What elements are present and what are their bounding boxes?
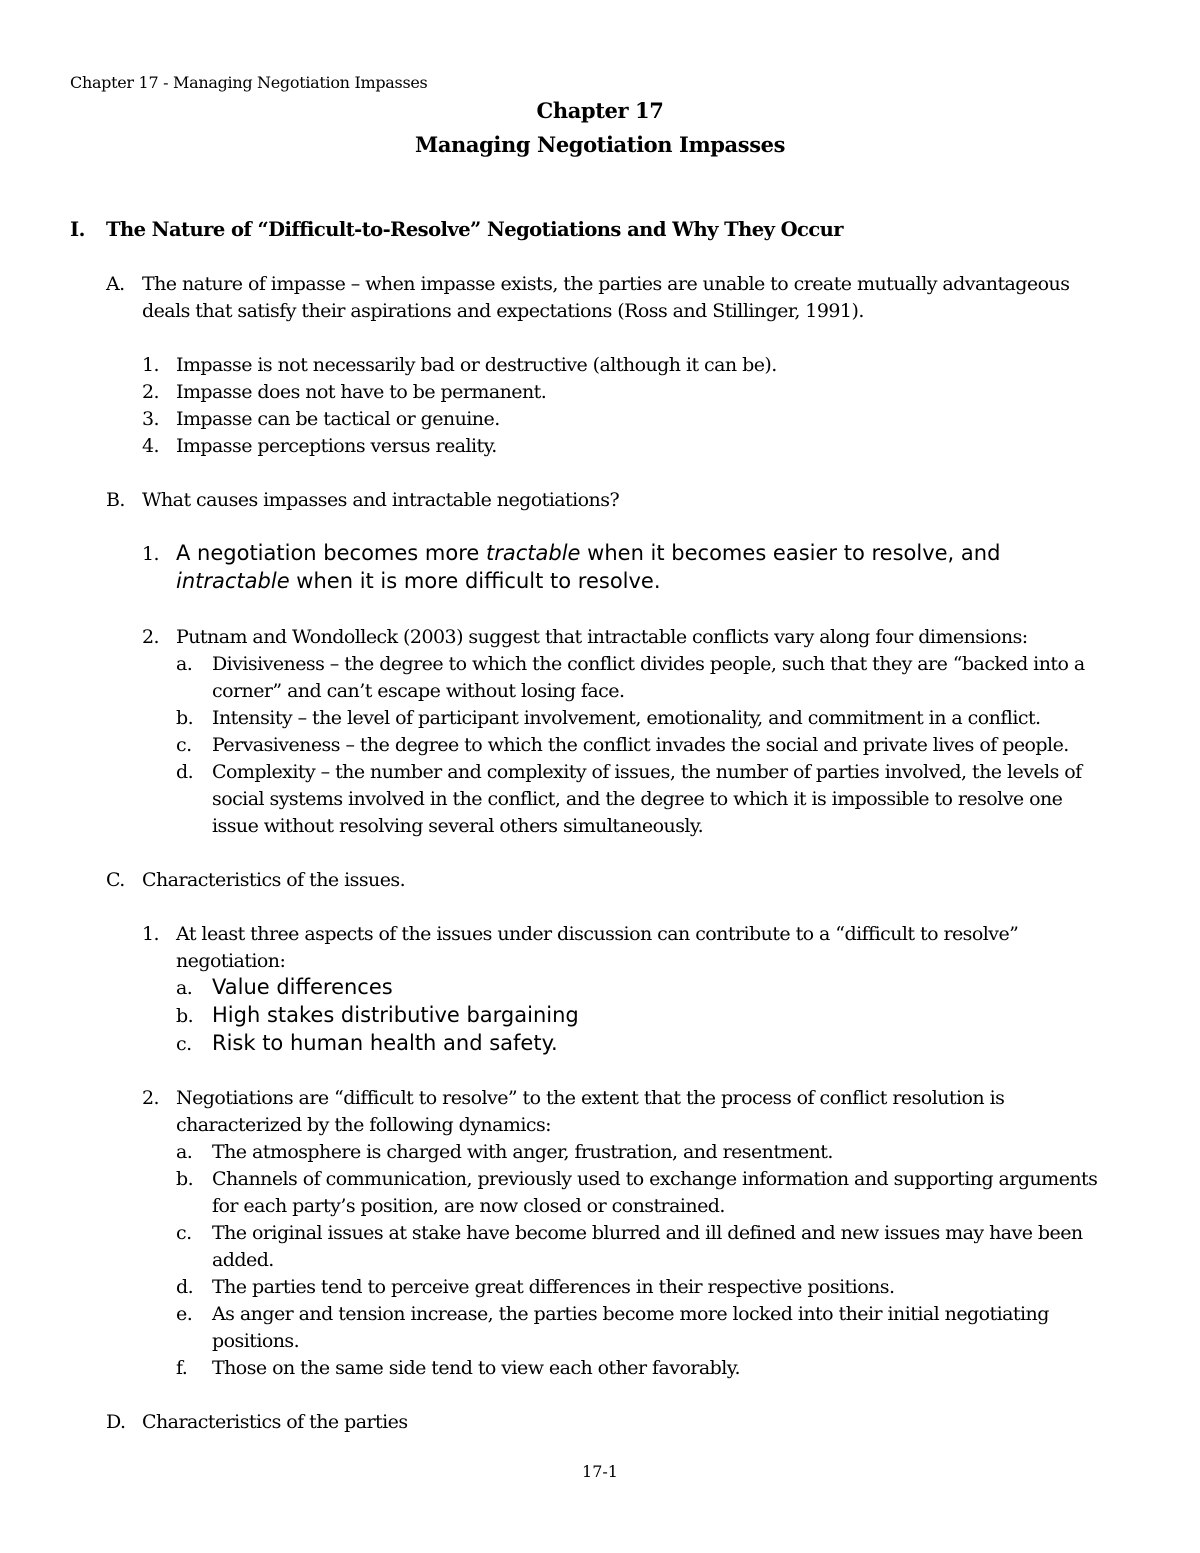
text-run: when it is more difficult to resolve.	[289, 569, 661, 593]
list-marker: d.	[176, 1276, 194, 1298]
list-marker: B.	[106, 489, 125, 511]
list-marker: c.	[176, 734, 192, 756]
paragraph-line: The nature of impasse – when impasse exists, the parties are unable to create mutually advantageous	[142, 273, 1070, 295]
sub-list-text: Divisiveness – the degree to which the conflict divides people, such that they are “backed into a	[212, 653, 1085, 675]
list-item-text: characterized by the following dynamics:	[176, 1114, 552, 1136]
list-item-text: Negotiations are “difficult to resolve” to the extent that the process of conflict resolution is	[176, 1087, 1005, 1109]
list-item-text: Impasse does not have to be permanent.	[176, 381, 547, 403]
list-marker: A.	[106, 273, 125, 295]
list-marker: 1.	[142, 543, 160, 565]
sub-list-text: The atmosphere is charged with anger, frustration, and resentment.	[212, 1141, 833, 1163]
text-run: A negotiation becomes more	[176, 541, 486, 565]
list-item-text: Impasse can be tactical or genuine.	[176, 408, 500, 430]
list-marker: b.	[176, 1168, 194, 1190]
emphasized-line	[176, 540, 1000, 566]
list-marker: b.	[176, 707, 194, 729]
emphasized-sub-text: High stakes distributive bargaining	[212, 1003, 579, 1027]
sub-list-text: The original issues at stake have become blurred and ill defined and new issues may have been	[212, 1222, 1083, 1244]
sub-list-text: social systems involved in the conflict, and the degree to which it is impossible to resolve one	[212, 788, 1063, 810]
sub-list-text: Intensity – the level of participant involvement, emotionality, and commitment in a conflict.	[212, 707, 1041, 729]
sub-list-text: Complexity – the number and complexity of issues, the number of parties involved, the levels of	[212, 761, 1082, 783]
list-marker: D.	[106, 1411, 126, 1433]
list-marker: d.	[176, 761, 194, 783]
sub-list-text: issue without resolving several others simultaneously.	[212, 815, 704, 837]
paragraph-line: deals that satisfy their aspirations and expectations (Ross and Stillinger, 1991).	[142, 300, 864, 322]
outline-item-heading: What causes impasses and intractable negotiations?	[142, 489, 620, 511]
list-item-text: negotiation:	[176, 950, 286, 972]
list-marker: 1.	[142, 923, 160, 945]
italic-term: intractable	[176, 569, 290, 593]
sub-list-text: Pervasiveness – the degree to which the conflict invades the social and private lives of people.	[212, 734, 1069, 756]
section-heading-text: The Nature of “Difficult-to-Resolve” Negotiations and Why They Occur	[106, 218, 844, 241]
list-item-text: At least three aspects of the issues under discussion can contribute to a “difficult to resolve”	[176, 923, 1019, 945]
list-marker: a.	[176, 653, 193, 675]
sub-list-text: corner” and can’t escape without losing face.	[212, 680, 625, 702]
list-marker: 2.	[142, 1087, 160, 1109]
sub-list-text: Those on the same side tend to view each other favorably.	[212, 1357, 740, 1379]
list-marker: 2.	[142, 626, 160, 648]
italic-term: tractable	[486, 541, 581, 565]
list-marker: 3.	[142, 408, 160, 430]
list-item-text: Putnam and Wondolleck (2003) suggest that intractable conflicts vary along four dimensions:	[176, 626, 1028, 648]
page-number: 17-1	[582, 1462, 618, 1481]
sub-list-text: As anger and tension increase, the parties become more locked into their initial negotiating	[212, 1303, 1049, 1325]
list-marker: a.	[176, 1141, 193, 1163]
list-marker: c.	[176, 1222, 192, 1244]
list-marker: f.	[176, 1357, 188, 1379]
list-marker: C.	[106, 869, 125, 891]
list-item-text: Impasse perceptions versus reality.	[176, 435, 497, 457]
chapter-title: Managing Negotiation Impasses	[414, 132, 785, 157]
list-marker: 4.	[142, 435, 160, 457]
sub-list-text: added.	[212, 1249, 274, 1271]
text-run: when it becomes easier to resolve, and	[580, 541, 1001, 565]
chapter-number-title: Chapter 17	[536, 98, 664, 123]
running-header: Chapter 17 - Managing Negotiation Impasses	[70, 73, 428, 92]
emphasized-sub-text: Value differences	[212, 975, 393, 999]
sub-list-text: Channels of communication, previously used to exchange information and supporting arguments	[212, 1168, 1098, 1190]
sub-list-text: The parties tend to perceive great differences in their respective positions.	[212, 1276, 895, 1298]
outline-item-heading: Characteristics of the issues.	[142, 869, 406, 891]
list-marker: b.	[176, 1005, 194, 1027]
sub-list-text: positions.	[212, 1330, 300, 1352]
list-marker: 2.	[142, 381, 160, 403]
list-item-text: Impasse is not necessarily bad or destructive (although it can be).	[176, 354, 777, 376]
section-marker: I.	[70, 218, 85, 241]
outline-item-heading: Characteristics of the parties	[142, 1411, 408, 1433]
list-marker: e.	[176, 1303, 193, 1325]
emphasized-line	[176, 568, 661, 594]
list-marker: 1.	[142, 354, 160, 376]
list-marker: a.	[176, 977, 193, 999]
sub-list-text: for each party’s position, are now closed or constrained.	[212, 1195, 725, 1217]
list-marker: c.	[176, 1033, 192, 1055]
emphasized-sub-text: Risk to human health and safety.	[212, 1031, 558, 1055]
